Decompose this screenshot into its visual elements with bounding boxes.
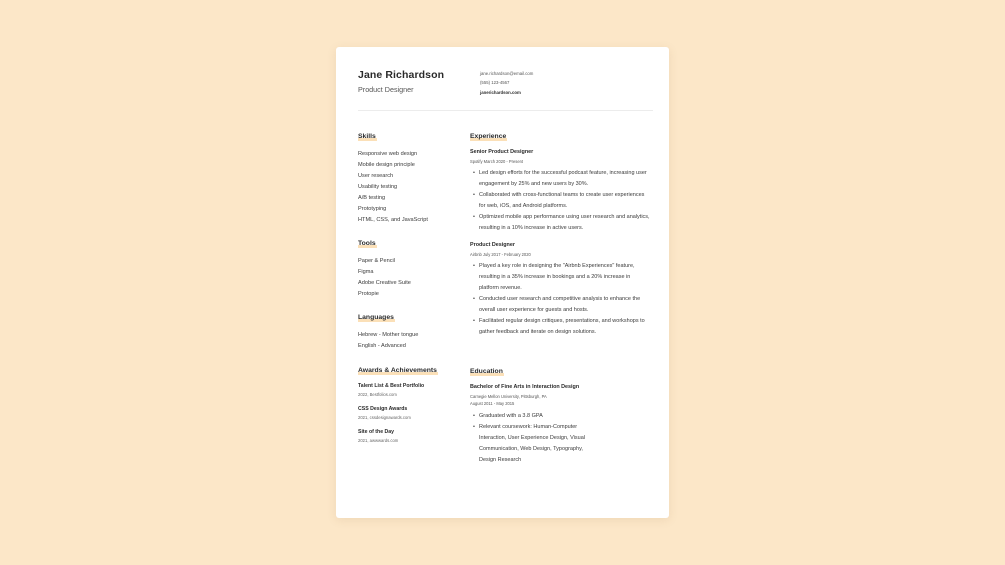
contact-phone: (555) 123-4567 — [480, 80, 510, 86]
skill-item: User research — [358, 173, 394, 179]
award-name: Site of the Day — [358, 429, 395, 435]
job-title: Product Designer — [470, 242, 515, 248]
tools-section — [358, 232, 468, 300]
award-name: Talent List & Best Portfolio — [358, 383, 425, 389]
award-meta: 2021, awwwards.com — [358, 438, 399, 443]
tool-item: Figma — [358, 269, 374, 275]
tools-list — [358, 256, 468, 300]
tool-item: Paper & Pencil — [358, 258, 396, 264]
job-bullet: • Led design efforts for the successful podcast feature, increasing user engagement by 25% and new users by 30%. — [470, 168, 650, 190]
education-dates: August 2011 - May 2015 — [470, 401, 515, 406]
skills-title: Skills — [358, 133, 376, 140]
contact-block — [480, 69, 533, 97]
experience-section — [470, 125, 650, 338]
award-item — [358, 429, 468, 444]
skill-item: Mobile design principle — [358, 162, 415, 168]
job-bullet: • Played a key role in designing the "Airbnb Experiences" feature, resulting in a 35% increase in bookings and a 20% increase in platform revenue. — [470, 261, 650, 294]
skill-item: HTML, CSS, and JavaScript — [358, 217, 428, 223]
job-bullet: • Facilitated regular design critiques, presentations, and workshops to gather feedback and iterate on design solutions. — [470, 316, 650, 338]
education-bullet: • Relevant coursework: Human-Computer Interaction, User Experience Design, Visual Communication, Web Design, Typography, Design Research — [470, 422, 590, 466]
education-bullets — [470, 411, 590, 466]
languages-list — [358, 330, 468, 352]
school-name: Carnegie Mellon University, Pittsburgh, PA — [470, 393, 547, 399]
job-bullet: • Collaborated with cross-functional teams to create user experiences for web, iOS, and Android platforms. — [470, 190, 650, 212]
skills-list — [358, 149, 468, 226]
job-bullets — [470, 168, 650, 234]
job-entry — [470, 242, 650, 338]
contact-email[interactable]: jane.richardson@email.com — [480, 71, 534, 76]
education-bullet: • Graduated with a 3.8 GPA — [470, 411, 590, 422]
experience-title: Experience — [470, 133, 507, 140]
job-entry — [470, 149, 650, 234]
tool-item: Protopie — [358, 291, 379, 297]
resume-name: Jane Richardson — [358, 69, 445, 81]
resume-page — [336, 47, 669, 518]
job-bullets — [470, 261, 650, 338]
awards-title: Awards & Achievements — [358, 367, 437, 374]
skill-item: Prototyping — [358, 206, 387, 212]
education-section — [470, 360, 650, 466]
job-title: Senior Product Designer — [470, 149, 534, 155]
skill-item: Usability testing — [358, 184, 398, 190]
awards-section — [358, 359, 468, 444]
language-item: Hebrew - Mother tongue — [358, 332, 419, 338]
education-title: Education — [470, 368, 503, 375]
contact-website[interactable]: janerichardson.com — [480, 89, 521, 95]
job-bullet: • Optimized mobile app performance using user research and analytics, resulting in a 10% increase in active users. — [470, 212, 650, 234]
tools-title: Tools — [358, 240, 376, 247]
languages-title: Languages — [358, 314, 394, 321]
skill-item: Responsive web design — [358, 151, 418, 157]
degree-title: Bachelor of Fine Arts in Interaction Design — [470, 384, 580, 390]
skill-item: A/B testing — [358, 195, 386, 201]
skills-section — [358, 125, 468, 226]
job-bullet: • Conducted user research and competitive analysis to enhance the overall user experience for guests and hosts. — [470, 294, 650, 316]
tool-item: Adobe Creative Suite — [358, 280, 411, 286]
resume-role: Product Designer — [358, 85, 414, 94]
job-meta: Airbnb July 2017 - February 2020 — [470, 251, 531, 257]
award-meta: 2021, cssdesignawards.com — [358, 415, 411, 420]
header-divider — [358, 110, 653, 111]
job-meta: Spotify March 2020 - Present — [470, 158, 524, 164]
award-name: CSS Design Awards — [358, 406, 408, 412]
languages-section — [358, 306, 468, 352]
language-item: English - Advanced — [358, 343, 406, 349]
award-item — [358, 383, 468, 398]
award-meta: 2022, Bestfolios.com — [358, 392, 397, 397]
award-item — [358, 406, 468, 421]
